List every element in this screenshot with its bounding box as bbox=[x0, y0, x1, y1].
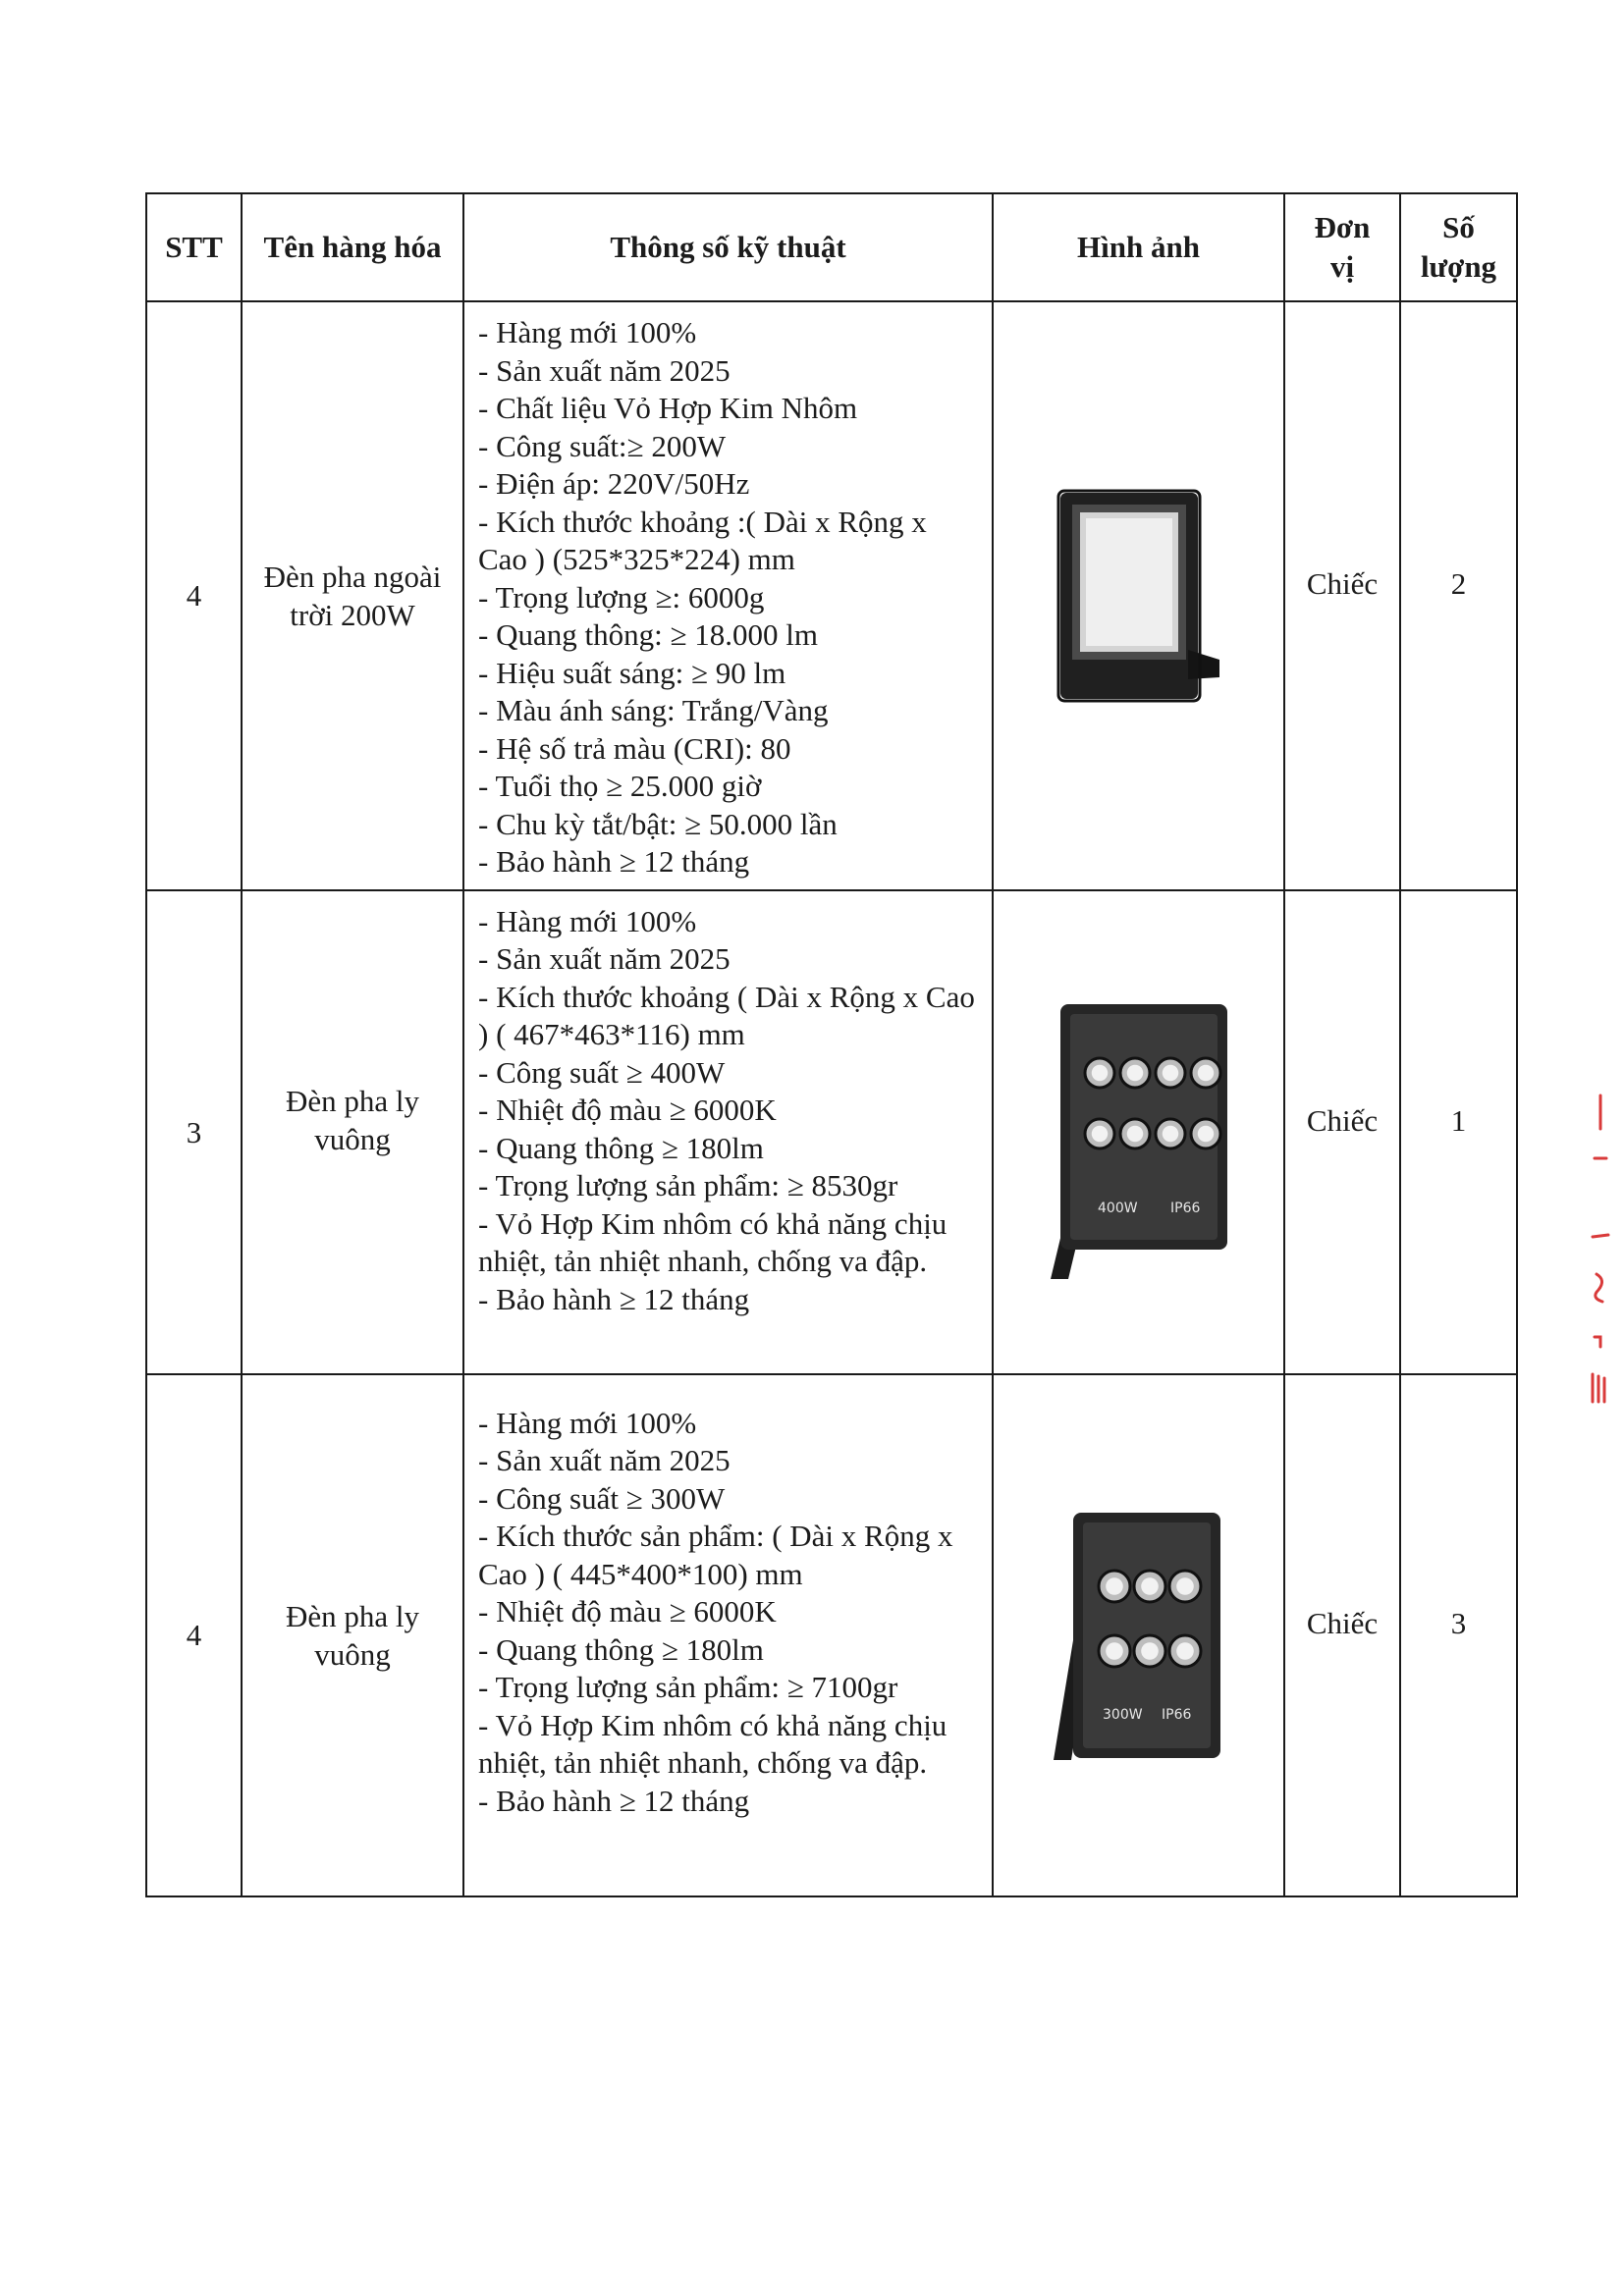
spec-line: - Trọng lượng sản phẩm: ≥ 7100gr bbox=[478, 1670, 898, 1704]
spec-line: - Bảo hành ≥ 12 tháng bbox=[478, 1783, 750, 1818]
lens-core bbox=[1141, 1642, 1159, 1660]
spec-line: - Kích thước khoảng ( Dài x Rộng x Cao ) ( 467*463*116) mm bbox=[478, 979, 975, 1051]
spec-line: - Quang thông ≥ 180lm bbox=[478, 1130, 764, 1165]
spec-line: - Nhiệt độ màu ≥ 6000K bbox=[478, 1594, 777, 1629]
image-label-watt: 400W bbox=[1097, 1201, 1138, 1216]
row-qty bbox=[1400, 890, 1517, 1374]
spec-line: - Kích thước khoảng :( Dài x Rộng x Cao ) (525*325*224) mm bbox=[478, 504, 927, 576]
image-label-watt: 300W bbox=[1102, 1706, 1143, 1723]
row-image-cell bbox=[993, 1374, 1284, 1896]
row-specs bbox=[463, 890, 993, 1374]
spec-line: - Sản xuất năm 2025 bbox=[478, 941, 731, 976]
row-name: Đèn pha ly vuông bbox=[242, 1374, 463, 1896]
row-stt: 3 bbox=[146, 890, 242, 1374]
header-image: Hình ảnh bbox=[993, 193, 1284, 301]
row-stt: 4 bbox=[146, 1374, 242, 1896]
lens-core bbox=[1126, 1065, 1143, 1082]
spec-line: - Quang thông ≥ 180lm bbox=[478, 1631, 764, 1667]
spec-line: - Bảo hành ≥ 12 tháng bbox=[478, 844, 750, 879]
lens-core bbox=[1162, 1126, 1178, 1143]
lens-core bbox=[1176, 1577, 1194, 1595]
lens-core bbox=[1197, 1126, 1214, 1143]
table-row bbox=[146, 301, 1517, 890]
image-label-ip: IP66 bbox=[1161, 1706, 1191, 1723]
header-qty: Số lượng bbox=[1400, 193, 1517, 301]
spec-line: - Vỏ Hợp Kim nhôm có khả năng chịu nhiệt, tản nhiệt nhanh, chống va đập. bbox=[478, 1707, 947, 1780]
row-qty bbox=[1400, 301, 1517, 890]
row-image-cell bbox=[993, 301, 1284, 890]
spec-line: - Công suất:≥ 200W bbox=[478, 428, 727, 463]
lens-core bbox=[1141, 1577, 1159, 1595]
lens-core bbox=[1176, 1642, 1194, 1660]
lens-core bbox=[1197, 1065, 1214, 1082]
header-spec: Thông số kỹ thuật bbox=[463, 193, 993, 301]
lens-core bbox=[1106, 1642, 1123, 1660]
unit-text: Chiếc bbox=[1306, 1102, 1379, 1138]
lens-core bbox=[1091, 1065, 1108, 1082]
row-image-cell bbox=[993, 890, 1284, 1374]
spec-line: - Kích thước sản phẩm: ( Dài x Rộng x Cao ) ( 445*400*100) mm bbox=[478, 1519, 953, 1591]
header-unit: Đơn vị bbox=[1284, 193, 1400, 301]
floodlight-8-lens-icon bbox=[1041, 985, 1237, 1279]
lens-core bbox=[1126, 1126, 1143, 1143]
unit-text: Chiếc bbox=[1306, 1606, 1379, 1640]
spec-line: - Trọng lượng sản phẩm: ≥ 8530gr bbox=[478, 1168, 898, 1202]
product-spec-table bbox=[145, 192, 1518, 1897]
row-qty bbox=[1400, 1374, 1517, 1896]
lens-core bbox=[1162, 1065, 1178, 1082]
spec-line: - Màu ánh sáng: Trắng/Vàng bbox=[478, 693, 829, 727]
name-text: Đèn pha ly vuông bbox=[285, 1084, 420, 1156]
spec-line: - Vỏ Hợp Kim nhôm có khả năng chịu nhiệt, tản nhiệt nhanh, chống va đập. bbox=[478, 1205, 947, 1278]
row-specs bbox=[463, 301, 993, 890]
unit-text: Chiếc bbox=[1306, 566, 1379, 602]
header-stt: STT bbox=[146, 193, 242, 301]
spec-line: - Hiệu suất sáng: ≥ 90 lm bbox=[478, 655, 786, 690]
spec-line: - Quang thông: ≥ 18.000 lm bbox=[478, 617, 818, 652]
spec-line: - Nhiệt độ màu ≥ 6000K bbox=[478, 1093, 777, 1127]
row-unit bbox=[1284, 890, 1400, 1374]
row-name: Đèn pha ngoài trời 200W bbox=[242, 301, 463, 890]
image-label-ip: IP66 bbox=[1169, 1201, 1200, 1216]
table-row bbox=[146, 890, 1517, 1374]
spec-line: - Tuổi thọ ≥ 25.000 giờ bbox=[478, 769, 762, 803]
spec-line: - Công suất ≥ 300W bbox=[478, 1480, 726, 1516]
spec-line: - Hàng mới 100% bbox=[478, 315, 697, 349]
qty-text: 3 bbox=[1450, 1606, 1467, 1640]
spec-line: - Công suất ≥ 400W bbox=[478, 1054, 726, 1090]
header-row bbox=[146, 193, 1517, 301]
spec-line: - Bảo hành ≥ 12 tháng bbox=[478, 1281, 750, 1316]
spec-line: - Chất liệu Vỏ Hợp Kim Nhôm bbox=[478, 391, 858, 425]
qty-text: 1 bbox=[1450, 1102, 1467, 1138]
row-stt: 4 bbox=[146, 301, 242, 890]
spec-line: - Chu kỳ tắt/bật: ≥ 50.000 lần bbox=[478, 806, 838, 841]
lens-core bbox=[1091, 1126, 1108, 1143]
lens-core bbox=[1106, 1577, 1123, 1595]
spec-line: - Sản xuất năm 2025 bbox=[478, 1443, 731, 1477]
qty-text: 2 bbox=[1450, 566, 1467, 602]
red-stamp-mark bbox=[1587, 1090, 1612, 1404]
floodlight-panel-icon bbox=[1051, 483, 1227, 709]
spec-line: - Hàng mới 100% bbox=[478, 1405, 697, 1440]
header-name: Tên hàng hóa bbox=[242, 193, 463, 301]
spec-line: - Hàng mới 100% bbox=[478, 903, 697, 938]
row-name bbox=[242, 890, 463, 1374]
table-row bbox=[146, 1374, 1517, 1896]
spec-line: - Trọng lượng ≥: 6000g bbox=[478, 579, 765, 614]
spec-line: - Hệ số trả màu (CRI): 80 bbox=[478, 730, 791, 766]
row-unit bbox=[1284, 1374, 1400, 1896]
row-specs bbox=[463, 1374, 993, 1896]
spec-line: - Sản xuất năm 2025 bbox=[478, 352, 731, 388]
floodlight-6-lens-icon bbox=[1046, 1503, 1232, 1768]
spec-line: - Điện áp: 220V/50Hz bbox=[478, 466, 750, 501]
row-unit bbox=[1284, 301, 1400, 890]
